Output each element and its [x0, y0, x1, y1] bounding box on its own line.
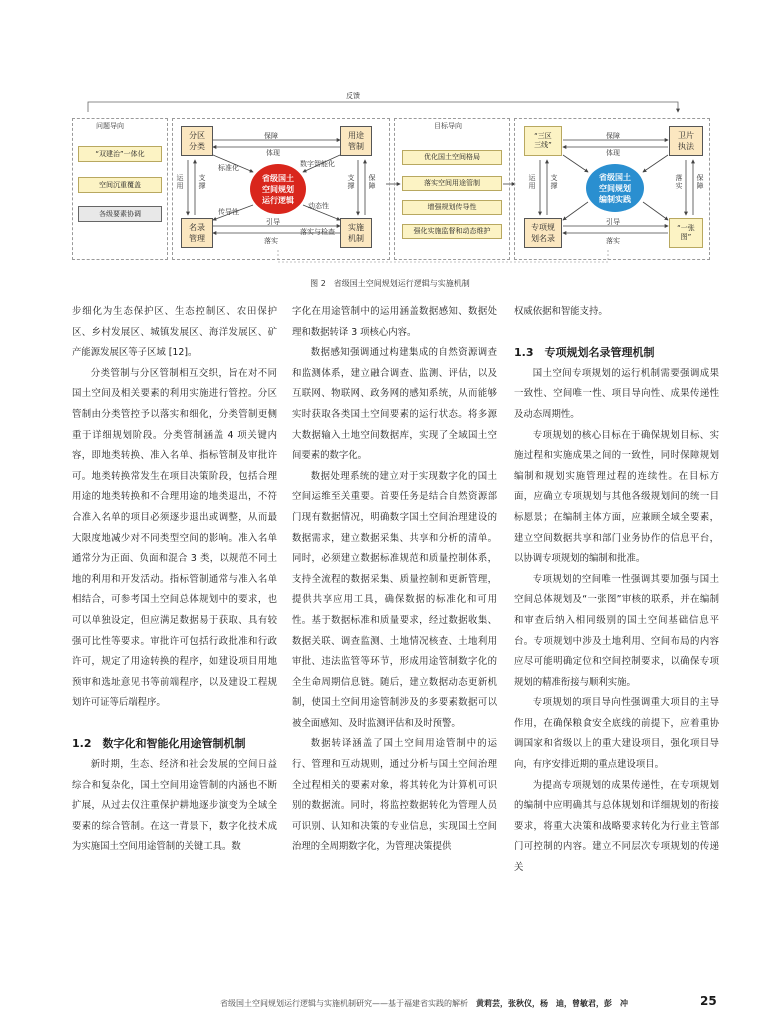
- body-paragraph: 权威依据和智能支持。: [514, 306, 608, 317]
- body-paragraph: 分类管制与分区管制相互交织，旨在对不同国土空间及相关要素的利用实施进行管控。分区管制由分类管控予以落实和细化，分类管制更侧重于详细规划阶段。分类管制涵盖 4 项关键内容，即地类转换、准入名单、指标管制及审批许可。地类转换常发生在项目决策阶段，包括合理用途的地类转换和不合理用途的地类退出，不符合准入名单的项目必须逐步退出或调整，从而最大限度地减少对不同类型空间的影响。准入名单通常分为正面、负面和混合 3 类，以规范不同土地的利用和开发活动。指标管制通常与准入名单相结合，可参考国土空间总体规划中的要求，也可以单独设定，但应满足数据易于获取、具有较强可比性等要求。审批许可包括行政批准和行政许可，规定了用途转换的程序，如建设项目用地预审和选址意见书等前端程序，以及建设工程规划许可证等后端程序。: [72, 367, 277, 709]
- mid-right-vlabel-1: 支撑: [347, 174, 355, 190]
- body-paragraph: 数据转译涵盖了国土空间用途管制中的运行、管理和互动规则，通过分析与国土空间治理全过程相关的要素对象，将其转化为计算机可识别的数据流。同时，将监控数据转化为管理人员可识别、认知和决策的专业信息，实现国土空间治理的全周期数字化，为管理决策提供: [292, 738, 497, 853]
- list-management-box: 名录 管理: [181, 218, 213, 248]
- text-column-2: [292, 302, 497, 858]
- one-map-box: “一张 图”: [669, 218, 703, 248]
- target-item-3: 增强规划传导性: [402, 200, 502, 215]
- body-paragraph: 专项规划的核心目标在于确保规划目标、实施过程和实施成果之间的一致性，同时保障规划编制和规划实施管理过程的连续性。在目标方面，应确立专项规划与其他各级规划间的统一目标愿景；在编制主体方面，应兼顾全域全要素，建立空间数据共享和部门业务协作的信息平台，以协调专项规划的编制和批准。: [514, 429, 719, 565]
- provincial-logic-circle: 省级国土 空间规划 运行逻辑: [250, 164, 306, 214]
- mid-bottom-label3: 落实与检查: [300, 228, 335, 236]
- problem-item-1: “双建治”一体化: [78, 146, 162, 162]
- mid-diag-label-1: 标准化: [218, 164, 239, 172]
- mid-top-label2: 体现: [266, 149, 280, 157]
- body-paragraph: 为提高专项规划的成果传递性，在专项规划的编制中应明确其与总体规划和详细规划的衔接要求，将重大决策和战略要求转化为行业主管部门可控制的内容。建立不同层次专项规划的传递关: [514, 779, 719, 874]
- mid-diag-label-4: 动态性: [308, 202, 329, 210]
- right-top-label: 保障: [606, 132, 620, 140]
- body-paragraph: 数据处理系统的建立对于实现数字化的国土空间运维至关重要。首要任务是结合自然资源部门现有数据情况，明确数字国土空间治理建设的数据需求，建立数据采集、共享和分析的清单。同时，必须建立数据标准规范和质量控制体系，支持全流程的数据采集、质量控制和更新管理，提供共享应用工具，确保数据的标准化和可用性。基于数据标准和质量要求，经过数据收集、数据关联、调查监测、土地情况核查、土地利用审批、违法监管等环节，形成用途管制数字化的全生命周期信息链。随后，建立数据动态更新机制，使国土空间用途管制涉及的多要素数据可以被全面感知、及时监测评估和及时预警。: [292, 470, 497, 729]
- body-paragraph: 字化在用途管制中的运用涵盖数据感知、数据处理和数据转译 3 项核心内容。: [292, 306, 497, 338]
- right-bottom-label2: 引导: [606, 218, 620, 226]
- figure-2: [68, 90, 713, 270]
- body-paragraph: 专项规划的空间唯一性强调其要加强与国土空间总体规划及“一张图”审核的联系，并在编制和审查后纳入相同级别的国土空间基础信息平台。专项规划中涉及土地利用、空间布局的内容应尽可能明确定位和空间控制要求，以确保专项规划的精准衔接与顺利实施。: [514, 573, 719, 688]
- text-column-3: [514, 302, 719, 879]
- body-paragraph: 新时期，生态、经济和社会发展的空间日益综合和复杂化，国土空间用途管制的内涵也不断扩展，从过去仅注重保护耕地逐步演变为全域全要素的综合管制。在这一背景下，数字化技术成为实施国土空间用途管制的关键工具。数: [72, 759, 277, 853]
- spacer: [72, 714, 277, 735]
- body-paragraph: 数据感知强调通过构建集成的自然资源调查和监测体系，建立融合调查、监测、评估，以及互联网、物联网、政务网的感知系统，从而能够实时获取各类国土空间要素的运行状态。将多源大数据输入土地空间数据库，实现了全域国土空间要素的数字化。: [292, 347, 497, 462]
- running-title: 省级国土空间规划运行逻辑与实施机制研究——基于福建省实践的解析: [220, 999, 468, 1008]
- problem-panel-title: 问题导向: [96, 122, 124, 130]
- mid-left-vlabel-1: 运用: [176, 174, 184, 190]
- section-heading: 1.3 专项规划名录管理机制: [514, 346, 655, 360]
- use-control-box: 用途 管制: [340, 126, 372, 156]
- mid-bottom-label2: 引导: [266, 218, 280, 226]
- mid-diag-label-3: 传导性: [218, 208, 239, 216]
- page-number: 25: [700, 994, 717, 1008]
- right-top-label2: 体现: [606, 149, 620, 157]
- footer-authors: 黄莉芸，张秋仪，杨 迪，曾敏君，彭 冲: [476, 999, 628, 1008]
- body-paragraph: 专项规划的项目导向性强调重大项目的主导作用，在确保粮食安全底线的前提下，应着重协调国家和省级以上的重大建设项目，强化项目导向，有序安排近期的重点建设项目。: [514, 697, 719, 771]
- body-paragraph: 步细化为生态保护区、生态控制区、农田保护区、乡村发展区、城镇发展区、海洋发展区、矿产能源发展区等子区域 [12]。: [72, 306, 277, 359]
- problem-item-2: 空间沉重覆盖: [78, 177, 162, 193]
- section-heading: 1.2 数字化和智能化用途管制机制: [72, 737, 246, 751]
- feedback-label: 反馈: [346, 92, 360, 100]
- special-plan-list-box: 专项规 划名录: [524, 218, 562, 248]
- running-footer: [220, 998, 720, 1009]
- zoning-classification-box: 分区 分类: [181, 126, 213, 156]
- mid-left-vlabel-2: 支撑: [198, 174, 206, 190]
- right-right-vlabel-1: 落实: [675, 174, 683, 190]
- satellite-enforcement-box: 卫片 执法: [669, 126, 703, 156]
- body-paragraph: 国土空间专项规划的运行机制需要强调成果一致性、空间唯一性、项目导向性、成果传递性及动态周期性。: [514, 367, 719, 420]
- problem-item-3: 各级要素协调: [78, 206, 162, 222]
- mid-top-label: 保障: [264, 132, 278, 140]
- mid-right-vlabel-2: 保障: [368, 174, 376, 190]
- mid-diag-label-2: 数字智能化: [300, 160, 335, 168]
- right-bottom-label: 落实: [606, 237, 620, 245]
- three-zones-three-lines-box: “三区 三线”: [524, 126, 562, 156]
- right-left-vlabel-2: 支撑: [550, 174, 558, 190]
- target-panel-title: 目标导向: [434, 122, 462, 130]
- mid-bottom-label: 落实: [264, 237, 278, 245]
- figure-caption: 图 2 省级国土空间规划运行逻辑与实施机制: [310, 279, 470, 288]
- right-left-vlabel-1: 运用: [528, 174, 536, 190]
- right-right-vlabel-2: 保障: [696, 174, 704, 190]
- target-item-1: 优化国土空间格局: [402, 150, 502, 165]
- spacer: [514, 323, 719, 344]
- text-column-1: [72, 302, 277, 858]
- provincial-practice-circle: 省级国土 空间规划 编制实践: [586, 164, 644, 212]
- target-item-4: 强化实施监督和动态维护: [402, 224, 502, 239]
- implementation-mechanism-box: 实施 机制: [340, 218, 372, 248]
- target-item-2: 落实空间用途管制: [402, 176, 502, 191]
